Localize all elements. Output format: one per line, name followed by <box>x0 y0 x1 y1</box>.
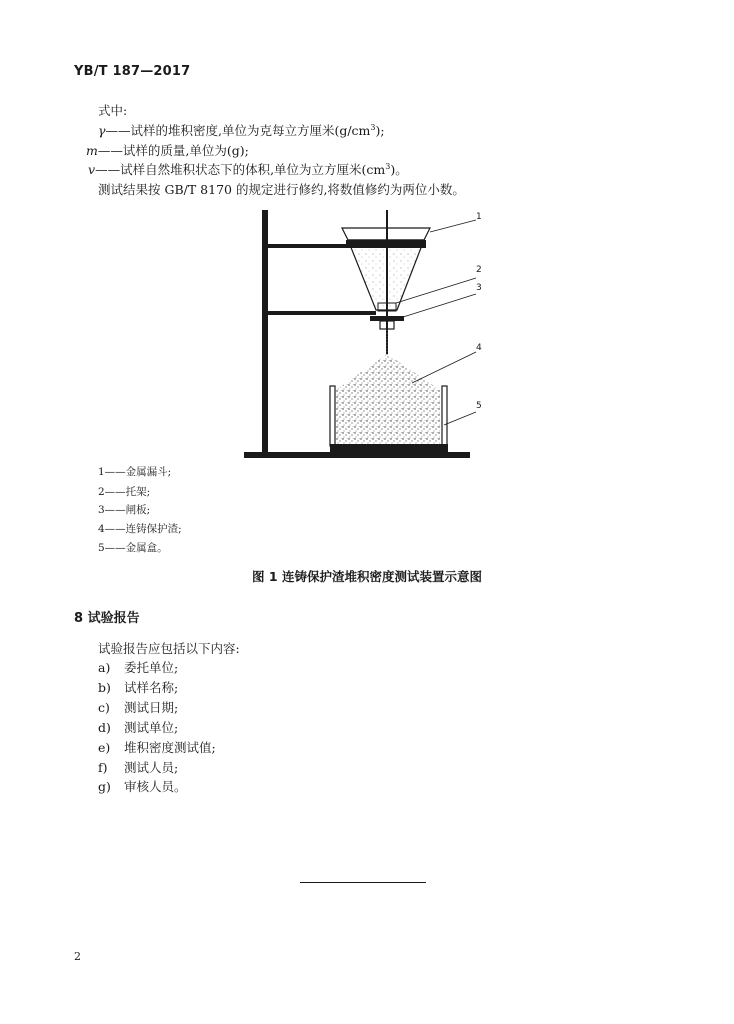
report-item <box>98 658 178 676</box>
report-item-text: 测试日期; <box>124 700 179 715</box>
report-item-text: 测试单位; <box>124 720 179 735</box>
legend-item-4: 4——连铸保护渣; <box>98 523 182 535</box>
report-item-text: 试样名称; <box>124 680 179 695</box>
support-stand <box>262 210 268 454</box>
mold-flux-pile <box>336 354 440 444</box>
callout-1: 1 <box>476 212 482 222</box>
report-item <box>98 738 216 756</box>
upper-arm <box>268 244 348 248</box>
volume-text: ——试样自然堆积状态下的体积,单位为立方厘米(cm <box>95 162 386 177</box>
report-item-label: d) <box>98 720 111 735</box>
legend-item-3: 3——闸板; <box>98 504 151 516</box>
legend-item-5: 5——金属盒。 <box>98 542 168 554</box>
base-plate <box>244 452 470 458</box>
report-item-text: 委托单位; <box>124 660 179 675</box>
section-8-title: 8 试验报告 <box>74 611 140 626</box>
report-item-text: 测试人员; <box>124 760 179 775</box>
report-item <box>98 718 178 736</box>
end-rule <box>300 882 426 883</box>
document-code: YB/T 187—2017 <box>74 64 191 79</box>
mass-text: ——试样的质量,单位为(g); <box>97 143 249 158</box>
report-item-label: f) <box>98 760 108 775</box>
report-item <box>98 678 178 696</box>
lower-arm <box>268 311 376 315</box>
legend-item-2: 2——托架; <box>98 486 151 498</box>
report-item-label: g) <box>98 779 111 794</box>
gamma-tail: ); <box>375 123 385 138</box>
report-item-label: e) <box>98 740 111 755</box>
report-item-label: b) <box>98 680 111 695</box>
page-number: 2 <box>74 950 81 963</box>
callout-2: 2 <box>476 265 482 275</box>
legend-item-1: 1——金属漏斗; <box>98 466 172 478</box>
formula-intro: 式中: <box>98 103 128 118</box>
volume-sup: 3 <box>385 161 391 171</box>
report-item <box>98 777 187 795</box>
section-8-intro: 试验报告应包括以下内容: <box>98 641 240 656</box>
mass-symbol: m <box>86 143 98 158</box>
gamma-sup: 3 <box>370 122 376 132</box>
figure-caption: 图 1 连铸保护渣堆积密度测试装置示意图 <box>252 569 482 584</box>
report-item-text: 堆积密度测试值; <box>124 740 216 755</box>
report-item-label: c) <box>98 700 110 715</box>
volume-symbol: v <box>88 162 96 177</box>
rounding-rule: 测试结果按 GB/T 8170 的规定进行修约,将数值修约为两位小数。 <box>98 182 465 197</box>
volume-tail: )。 <box>390 162 408 177</box>
gamma-symbol: γ <box>98 123 106 138</box>
callout-3: 3 <box>476 283 482 293</box>
report-item <box>98 698 178 716</box>
report-item-text: 审核人员。 <box>124 779 187 794</box>
report-item <box>98 758 178 776</box>
gamma-text: ——试样的堆积密度,单位为克每立方厘米(g/cm <box>105 123 371 138</box>
callout-5: 5 <box>476 401 482 411</box>
report-item-label: a) <box>98 660 111 675</box>
callout-4: 4 <box>476 343 482 353</box>
